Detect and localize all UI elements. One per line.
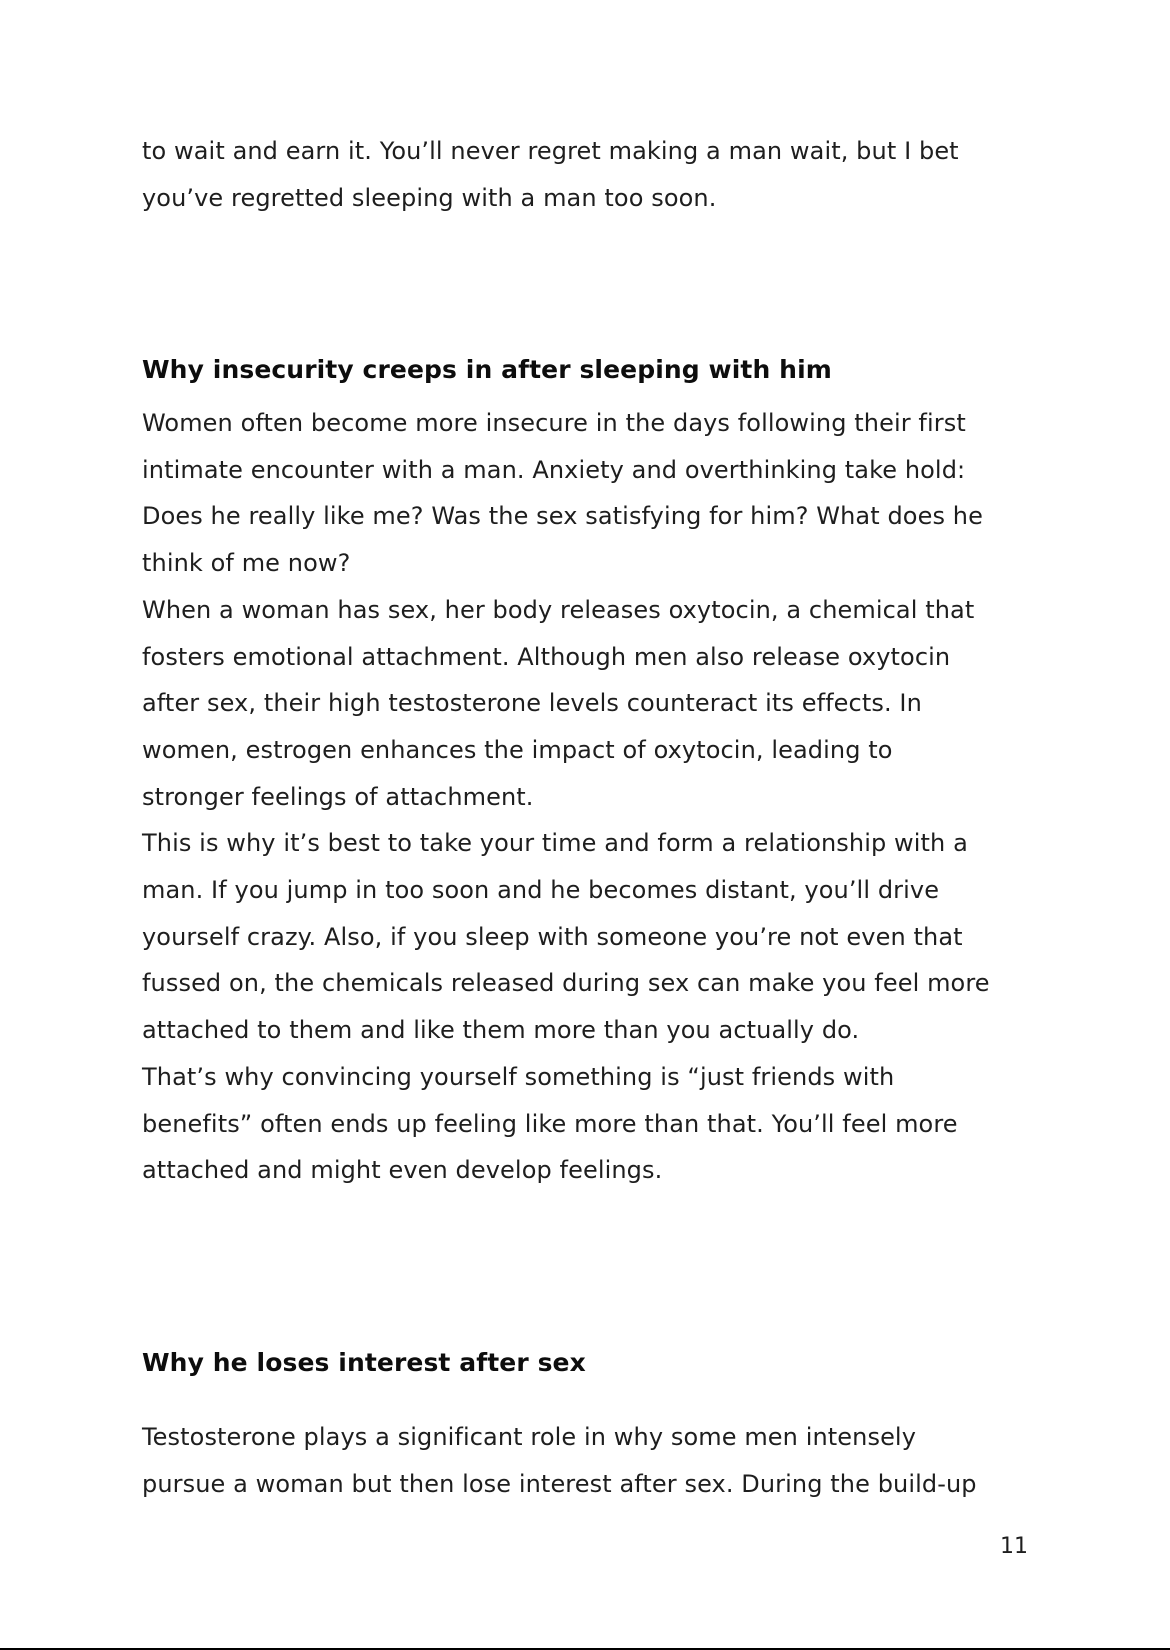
paragraph-line: after sex, their high testosterone levels counteract its effects. In [142, 689, 922, 718]
paragraph-line: intimate encounter with a man. Anxiety and overthinking take hold: [142, 455, 966, 484]
opening-paragraph [142, 128, 1042, 221]
paragraph-line: Does he really like me? Was the sex satisfying for him? What does he [142, 502, 983, 531]
heading-loses-interest: Why he loses interest after sex [142, 1348, 586, 1377]
section-loses-interest-body [142, 1414, 1042, 1507]
heading-insecurity: Why insecurity creeps in after sleeping with him [142, 355, 832, 384]
paragraph-line: That’s why convincing yourself something is “just friends with [142, 1062, 895, 1091]
paragraph-line: Women often become more insecure in the days following their first [142, 409, 966, 437]
paragraph-line: attached and might even develop feelings. [142, 1156, 663, 1185]
section-heading [142, 1346, 1042, 1380]
page-number: 11 [1000, 1534, 1028, 1559]
paragraph-line: fussed on, the chemicals released during sex can make you feel more [142, 969, 990, 998]
paragraph-line: think of me now? [142, 549, 351, 578]
paragraph-line: attached to them and like them more than you actually do. [142, 1016, 860, 1045]
paragraph-line: benefits” often ends up feeling like more than that. You’ll feel more [142, 1109, 958, 1138]
paragraph-line: yourself crazy. Also, if you sleep with someone you’re not even that [142, 922, 963, 951]
paragraph-line: fosters emotional attachment. Although men also release oxytocin [142, 642, 951, 671]
paragraph-line: This is why it’s best to take your time and form a relationship with a [142, 829, 968, 858]
paragraph-line: stronger feelings of attachment. [142, 782, 534, 811]
section-insecurity-body [142, 400, 1042, 1194]
paragraph-line: women, estrogen enhances the impact of oxytocin, leading to [142, 735, 893, 764]
paragraph-line: to wait and earn it. You’ll never regret making a man wait, but I bet [142, 137, 959, 165]
paragraph-line: Testosterone plays a significant role in why some men intensely [142, 1423, 917, 1451]
paragraph-line: man. If you jump in too soon and he becomes distant, you’ll drive [142, 876, 940, 905]
paragraph-line: When a woman has sex, her body releases oxytocin, a chemical that [142, 595, 975, 624]
paragraph-line: you’ve regretted sleeping with a man too soon. [142, 183, 717, 212]
section-heading [142, 353, 1042, 387]
paragraph-line: pursue a woman but then lose interest after sex. During the build-up [142, 1469, 977, 1498]
